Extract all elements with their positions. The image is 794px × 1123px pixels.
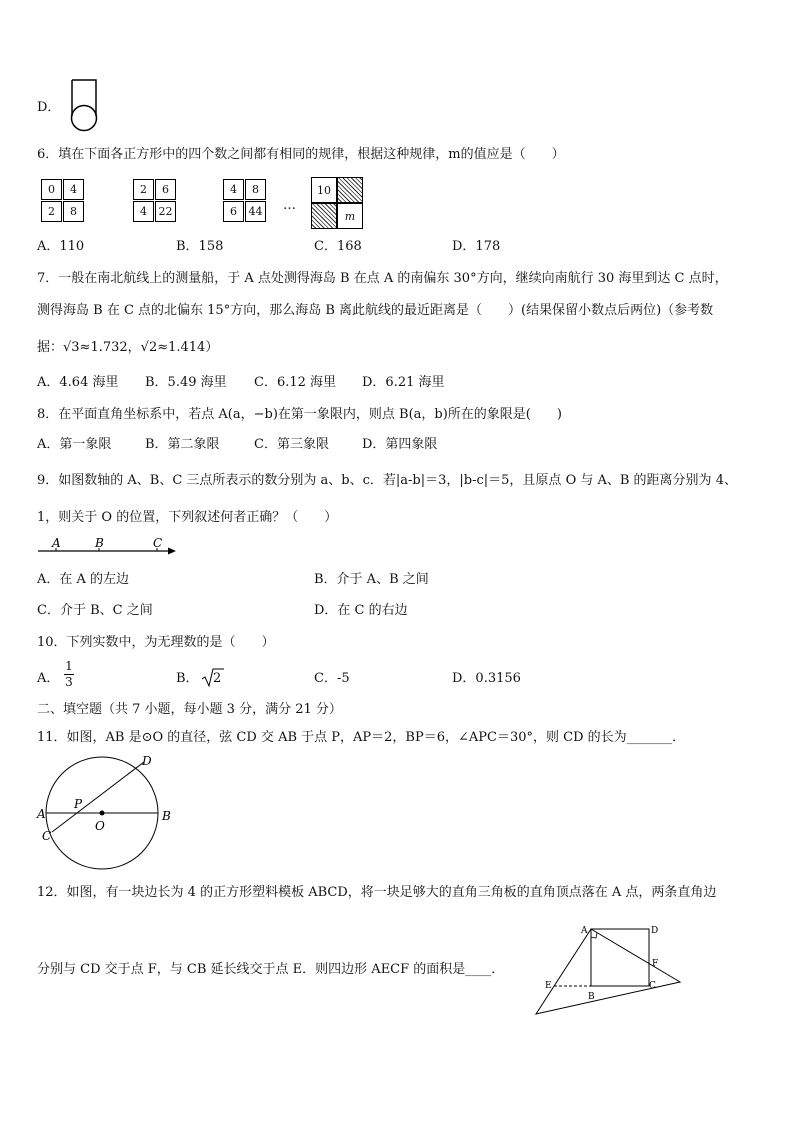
q9-option-b: B．介于 A、B 之间	[314, 572, 429, 587]
q11-stem: 11．如图，AB 是⊙O 的直径，弦 CD 交 AB 于点 P，AP＝2，BP＝6，∠APC＝30°，则 CD 的长为_______．	[37, 730, 686, 745]
q6-sq4-hatched-cell	[311, 203, 337, 229]
q11-label-o: O	[95, 819, 105, 833]
q10-option-d: D．0.3156	[452, 671, 521, 686]
q10-fraction	[62, 660, 76, 689]
q6-sq4-cell: 10	[311, 177, 337, 203]
q12-label-e: E	[545, 981, 552, 991]
q9-option-a: A．在 A 的左边	[37, 572, 130, 587]
section2-title: 二、填空题（共 7 小题，每小题 3 分，满分 21 分）	[37, 702, 342, 717]
q12-label-f: F	[652, 959, 659, 969]
q12-label-d: D	[651, 926, 659, 936]
q7-line3: 据：√3≈1.732，√2≈1.414）	[37, 340, 219, 355]
q9-label-a: A	[52, 536, 61, 550]
q12-label-a: A	[581, 926, 588, 936]
q8-stem: 8．在平面直角坐标系中，若点 A(a，−b)在第一象限内，则点 B(a，b)所在的象限是( )	[37, 407, 562, 422]
q9-label-c: C	[153, 536, 163, 550]
q6-sq2-cell: 2	[133, 179, 154, 200]
q7-option-b: B．5.49 海里	[145, 375, 227, 390]
q9-option-c: C．介于 B、C 之间	[37, 603, 153, 618]
q7-line1: 7．一般在南北航线上的测量船，于 A 点处测得海岛 B 在点 A 的南偏东 30°方向，继续向南航行 30 海里到达 C 点时，	[37, 271, 728, 286]
q6-square-4	[309, 175, 365, 231]
q11-label-p: P	[74, 797, 83, 811]
q10-option-a-prefix: A．	[37, 671, 60, 686]
q7-line2: 测得海岛 B 在 C 点的北偏东 15°方向，那么海岛 B 离此航线的最近距离是（ ）(结果保留小数点后两位)（参考数	[37, 303, 714, 318]
q12-line2: 分别与 CD 交于点 F，与 CB 延长线交于点 E．则四边形 AECF 的面积是____．	[37, 962, 505, 977]
q12-line1: 12．如图，有一块边长为 4 的正方形塑料模板 ABCD，将一块足够大的直角三角板的直角顶点落在 A 点，两条直角边	[37, 885, 717, 900]
q6-sq3-cell: 6	[223, 201, 244, 222]
q6-sq3-cell: 44	[245, 201, 266, 222]
q6-sq2-cell: 4	[133, 201, 154, 222]
q9-option-d: D．在 C 的右边	[314, 603, 408, 618]
q11-label-a: A	[37, 807, 46, 821]
q6-sq2-cell: 22	[155, 201, 176, 222]
q11-label-d: D	[142, 754, 152, 768]
q12-square-triangle-figure	[534, 922, 684, 1018]
q7-option-c: C．6.12 海里	[254, 375, 337, 390]
q6-square-3	[221, 177, 271, 227]
q12-label-b: B	[588, 992, 595, 1002]
q10-stem: 10．下列实数中，为无理数的是（ ）	[37, 635, 275, 650]
q6-sq1-cell: 4	[63, 179, 84, 200]
q6-sq4-hatched-cell	[337, 177, 363, 203]
q10-option-c: C．-5	[314, 671, 350, 686]
q6-sq3-cell: 4	[223, 179, 244, 200]
q8-option-d: D．第四象限	[362, 437, 438, 452]
q8-option-a: A．第一象限	[37, 437, 112, 452]
q11-label-b: B	[162, 809, 171, 823]
q6-option-d: D．178	[452, 239, 501, 254]
q6-sq1-cell: 2	[41, 201, 62, 222]
q6-sq1-cell: 0	[41, 179, 62, 200]
q6-sq2-cell: 6	[155, 179, 176, 200]
q7-option-a: A．4.64 海里	[37, 375, 119, 390]
q6-option-b: B．158	[176, 239, 224, 254]
q10-frac-numerator: 1	[65, 659, 73, 673]
q11-circle-figure	[34, 748, 184, 873]
q8-option-c: C．第三象限	[254, 437, 329, 452]
q6-square-1	[39, 177, 89, 227]
q9-number-line	[36, 535, 182, 559]
q5-option-d: D．	[37, 100, 61, 115]
q9-line2: 1，则关于 O 的位置，下列叙述何者正确？（ ）	[37, 510, 338, 525]
q6-sq1-cell: 8	[63, 201, 84, 222]
q10-frac-denominator: 3	[65, 675, 73, 689]
q6-option-a: A．110	[37, 239, 85, 254]
q11-label-c: C	[42, 829, 52, 843]
q6-sq4-cell-m: m	[337, 203, 363, 229]
q5-option-d-figure	[66, 78, 102, 134]
q6-stem: 6．填在下面各正方形中的四个数之间都有相同的规律，根据这种规律，m的值应是（ ）	[37, 147, 565, 162]
q10-option-b-prefix: B．	[176, 671, 199, 686]
q6-square-2	[131, 177, 181, 227]
q9-line1: 9．如图数轴的 A、B、C 三点所表示的数分别为 a、b、c．若|a-b|＝3，|b-c|＝5，且原点 O 与 A、B 的距离分别为 4、	[37, 473, 737, 488]
q9-label-b: B	[95, 536, 104, 550]
q7-option-d: D．6.21 海里	[362, 375, 445, 390]
q10-radicand: 2	[213, 671, 222, 686]
q6-sq3-cell: 8	[245, 179, 266, 200]
q8-option-b: B．第二象限	[145, 437, 220, 452]
q6-option-c: C．168	[314, 239, 362, 254]
q12-label-c: C	[649, 981, 656, 991]
q6-ellipsis: …	[283, 198, 296, 213]
